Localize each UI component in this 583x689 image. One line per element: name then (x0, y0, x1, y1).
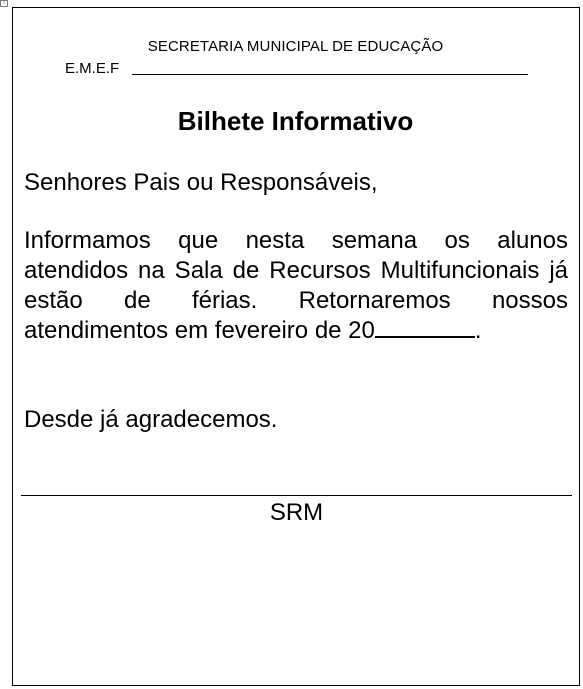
body-end: . (474, 317, 482, 344)
body-text: Informamos que nesta semana os alunos atendidos na Sala de Recursos Multifuncionais já estão de férias. Retornaremos nossos atendimentos em fevereiro de 20 (24, 227, 568, 344)
greeting-text: Senhores Pais ou Responsáveis, (24, 169, 378, 196)
emef-label: E.M.E.F (65, 60, 120, 77)
page-title: Bilhete Informativo (177, 106, 414, 136)
signature-line (21, 495, 572, 496)
emef-fill-line (132, 74, 528, 75)
signature-text: SRM (269, 499, 324, 526)
move-handle-icon[interactable]: ↕ (0, 0, 8, 7)
secretaria-header: SECRETARIA MUNICIPAL DE EDUCAÇÃO (147, 38, 444, 55)
year-blank-line (375, 318, 475, 338)
closing-text: Desde já agradecemos. (24, 406, 278, 433)
body-paragraph (24, 226, 568, 346)
